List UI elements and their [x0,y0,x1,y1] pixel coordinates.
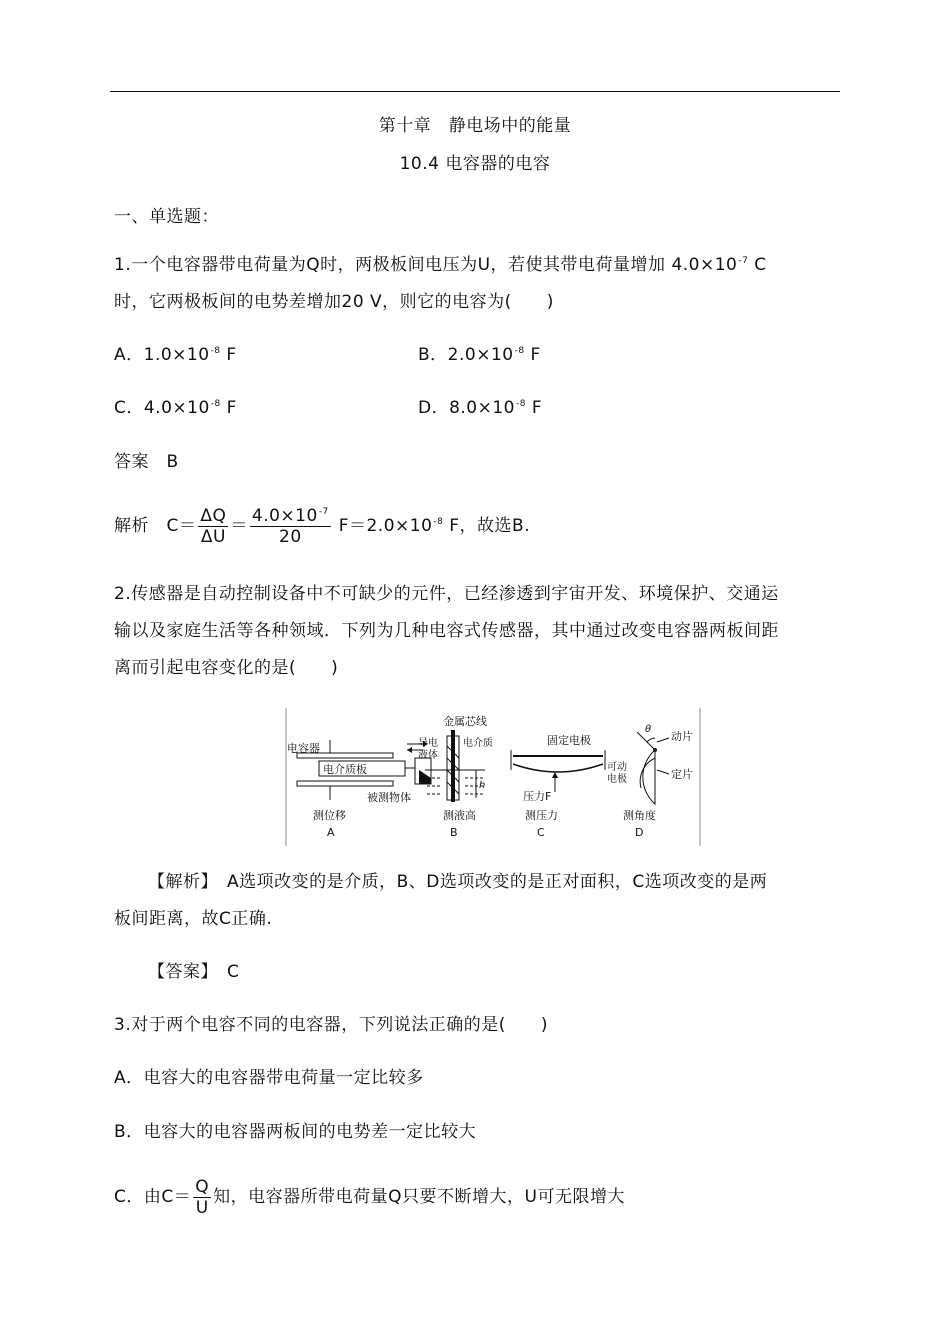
q1-option-a-unit: F [220,345,237,365]
q2-analysis-line1: 【解析】 A选项改变的是介质，B、D选项改变的是正对面积，C选项改变的是两 [148,872,768,892]
q1-option-a-exponent: -8 [210,346,221,357]
q1-line1 [114,253,767,277]
label-measure-pressure: 测压力 [525,809,558,822]
q1-analysis-label: 解析 [114,516,167,536]
q1-analysis-conclusion: F，故选B. [443,516,531,536]
label-dielectric-plate: 电介质板 [323,763,367,776]
q3-option-c [114,1175,625,1219]
q2-analysis-line2: 板间距离，故C正确. [114,909,273,929]
label-measured-object: 被测物体 [367,791,411,804]
panel-d-angle [637,732,669,804]
q1-analysis-eq: ＝ [230,516,248,536]
q3-fraction-q-u [193,1177,211,1218]
q1-option-b-exponent: -8 [514,346,525,357]
q1-option-b [418,343,541,367]
q3-stem: 3.对于两个电容不同的电容器，下列说法正确的是( ) [114,1015,548,1035]
label-metal-core: 金属芯线 [443,715,487,728]
label-conductive-liquid-1: 导电 [418,738,438,749]
q1-fraction2-denominator: 20 [279,526,302,547]
q1-option-b-unit: F [524,345,541,365]
label-moving-plate: 动片 [671,730,693,743]
label-measure-displacement: 测位移 [313,809,346,822]
q1-analysis-c-eq: C＝ [166,516,197,536]
label-movable-electrode-2: 电极 [607,774,627,785]
q1-line1-exponent: -7 [738,256,749,267]
label-measure-angle: 测角度 [623,809,656,822]
panel-c-pressure [511,750,605,792]
q1-answer: 答案 B [114,452,179,472]
q3-option-c-prefix: C．由C＝ [114,1187,192,1207]
q1-line2: 时，它两极板间的电势差增加20 V，则它的电容为( ) [114,292,554,312]
q1-fraction2-numerator [250,506,331,527]
label-capacitor: 电容器 [287,742,320,755]
q1-option-d [418,396,542,420]
label-b-dielectric: 电介质 [463,738,493,749]
q1-fraction2-num-text: 4.0×10 [251,505,318,526]
q1-analysis-result-exponent: -8 [433,517,444,528]
q1-option-d-unit: F [526,398,543,418]
label-a: A [327,826,335,839]
section-title: 10.4 电容器的电容 [399,154,551,174]
q1-option-c-text: C．4.0×10 [114,398,210,418]
q3-option-c-text: 知，电容器所带电荷量Q只要不断增大，U可无限增大 [213,1187,625,1207]
q2-line3: 离而引起电容变化的是( ) [114,658,339,678]
q1-option-c-exponent: -8 [210,399,221,410]
q1-fraction-numerator: ΔQ [200,505,227,526]
label-b: B [450,826,458,839]
q1-option-d-exponent: -8 [516,399,526,410]
q1-fraction-values [250,506,331,547]
header-rule [110,91,840,92]
q1-fraction2-num-exponent: -7 [318,506,329,517]
label-c: C [537,826,545,839]
q1-line1-text: 1.一个电容器带电荷量为Q时，两极板间电压为U，若使其带电荷量增加 4.0×10 [114,255,738,275]
chapter-title: 第十章 静电场中的能量 [378,116,572,136]
q1-analysis-result: F＝2.0×10 [332,516,433,536]
q3-option-a: A．电容大的电容器带电荷量一定比较多 [114,1068,424,1088]
label-measure-height: 测液高 [443,809,476,822]
sensor-diagram [285,708,701,846]
label-fixed-plate: 定片 [671,768,693,781]
q1-fraction-dq-du [198,506,228,547]
label-d: D [635,826,644,839]
q3-option-b: B．电容大的电容器两板间的电势差一定比较大 [114,1122,477,1142]
q1-option-c [114,396,237,420]
q3-fraction-denominator: U [195,1197,209,1218]
label-pressure-f: 压力F [523,790,552,803]
label-movable-electrode-1: 可动 [607,762,627,773]
q1-option-d-text: D．8.0×10 [418,398,516,418]
label-conductive-liquid-2: 液体 [418,750,438,761]
q3-fraction-numerator: Q [195,1176,210,1197]
q2-line1: 2.传感器是自动控制设备中不可缺少的元件，已经渗透到宇宙开发、环境保护、交通运 [114,584,779,604]
label-h: h [479,780,486,791]
label-theta: θ [645,724,652,735]
q1-option-a [114,343,237,367]
q1-option-c-unit: F [220,398,237,418]
q1-analysis [114,504,530,548]
q1-fraction-denominator: ΔU [200,526,226,547]
q1-line1-unit: C [748,255,767,275]
part-title: 一、单选题： [114,207,219,227]
q2-line2: 输以及家庭生活等各种领域．下列为几种电容式传感器，其中通过改变电容器两板间距 [114,621,779,641]
label-fixed-electrode: 固定电极 [547,734,591,747]
q2-answer: 【答案】 C [148,962,240,982]
q1-option-b-text: B．2.0×10 [418,345,514,365]
q1-option-a-text: A．1.0×10 [114,345,210,365]
